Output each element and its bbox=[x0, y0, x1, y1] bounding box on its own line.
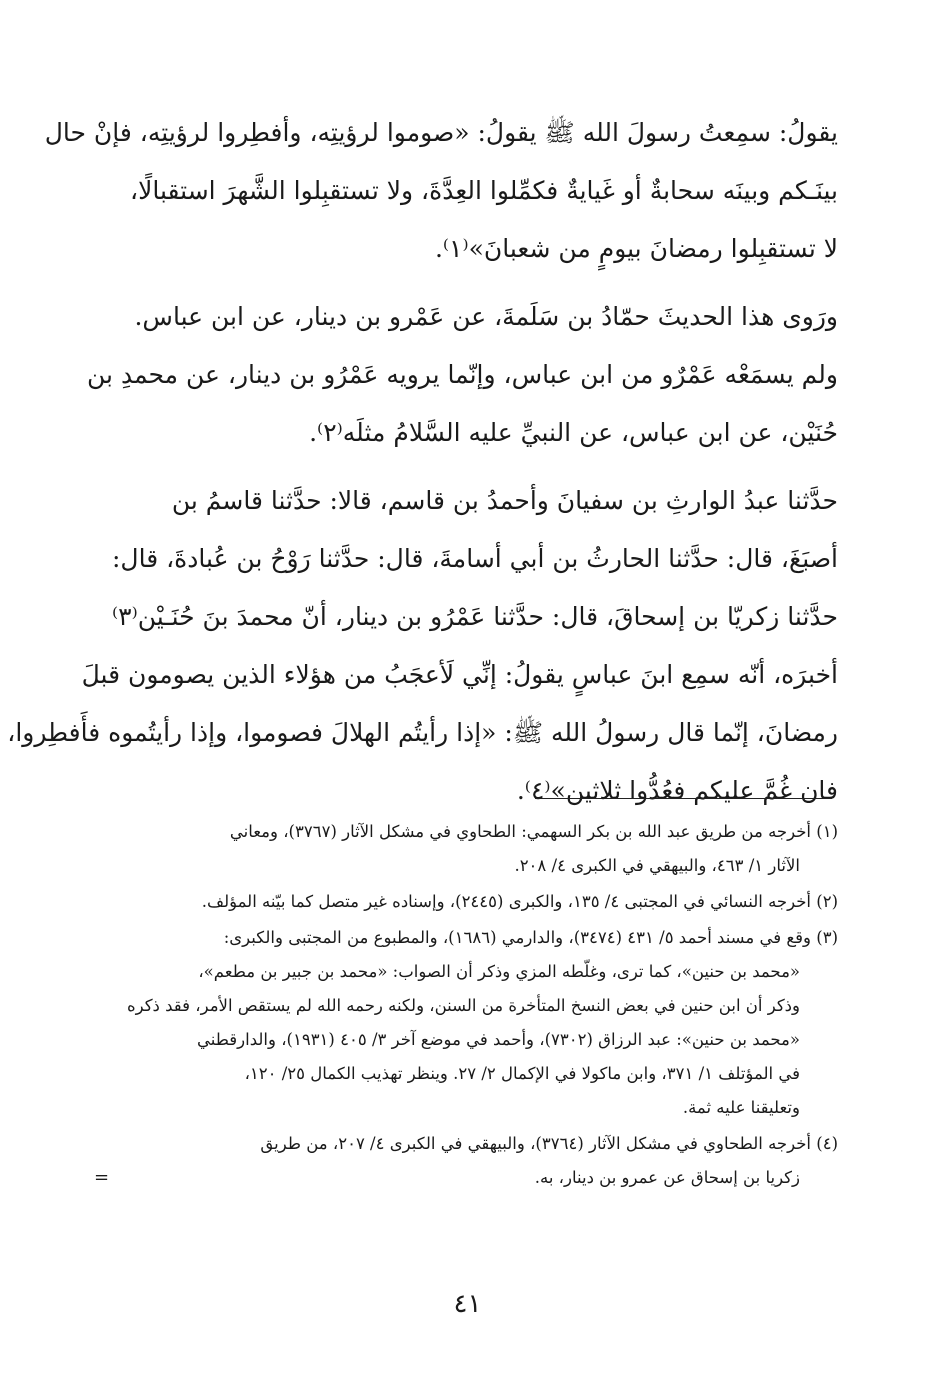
text-line: بينَـكم وبينَه سحابةٌ أو غَيايةٌ فكمِّلوا العِدَّةَ، ولا تستقبِلوا الشَّهرَ استقبالًا، bbox=[130, 176, 838, 205]
footnote-last-row bbox=[94, 1161, 838, 1195]
page-number: ٤١ bbox=[453, 1289, 482, 1319]
footnote-line: وتعليقنا عليه ثمة. bbox=[682, 1098, 800, 1117]
paragraph-2 bbox=[87, 288, 838, 462]
footnote-line: زكريا بن إسحاق عن عمرو بن دينار، به. bbox=[534, 1168, 800, 1187]
main-text bbox=[7, 104, 838, 820]
footnote-2 bbox=[98, 885, 838, 919]
text-line: أخبرَه، أنّه سمِع ابنَ عباسٍ يقولُ: إنِّي لَأعجَبُ من هؤلاء الذين يصومون قبلَ bbox=[81, 660, 838, 689]
footnote-line: «محمد بن حنين»، كما ترى، وغلّطه المزي وذكر أن الصواب: «محمد بن جبير بن مطعم»، bbox=[198, 962, 800, 981]
footnote-line: (٣) وقع في مسند أحمد ٥/ ٤٣١ (٣٤٧٤)، والدارمي (١٦٨٦)، والمطبوع من المجتبى والكبرى: bbox=[223, 928, 838, 947]
paragraph-1 bbox=[44, 104, 838, 278]
footnote-line: (٤) أخرجه الطحاوي في مشكل الآثار (٣٧٦٤)، والبيهقي في الكبرى ٤/ ٢٠٧، من طريق bbox=[260, 1134, 838, 1153]
footnotes bbox=[94, 815, 838, 1197]
footnote-line: (٢) أخرجه النسائي في المجتبى ٤/ ١٣٥، والكبرى (٢٤٤٥)، وإسناده غير متصل كما بيّنه المؤلف. bbox=[201, 892, 838, 911]
footnote-4 bbox=[94, 1127, 838, 1195]
text-line: حُنَيْن، عن ابن عباس، عن النبيِّ عليه السَّلامُ مثلَه⁽٢⁾. bbox=[309, 418, 838, 447]
footnote-3 bbox=[98, 921, 838, 1125]
text-line: فان غُمَّ عليكم فعُدُّوا ثلاثين»⁽٤⁾. bbox=[516, 776, 838, 805]
footnote-line: الآثار ١/ ٤٦٣، والبيهقي في الكبرى ٤/ ٢٠٨. bbox=[514, 856, 800, 875]
footnote-line: (١) أخرجه من طريق عبد الله بن بكر السهمي: الطحاوي في مشكل الآثار (٣٧٦٧)، ومعاني bbox=[229, 822, 838, 841]
text-line: حدَّثنا عبدُ الوارثِ بن سفيانَ وأحمدُ بن قاسم، قالا: حدَّثنا قاسمُ بن bbox=[171, 486, 838, 515]
continuation-mark: = bbox=[94, 1167, 110, 1188]
text-line: أصبَغَ، قال: حدَّثنا الحارثُ بن أبي أسامةَ، قال: حدَّثنا رَوْحُ بن عُبادةَ، قال: bbox=[112, 544, 838, 573]
footnote-line: «محمد بن حنين»: عبد الرزاق (٧٣٠٢)، وأحمد في موضع آخر ٣/ ٤٠٥ (١٩٣١)، والدارقطني bbox=[197, 1030, 800, 1049]
text-line: يقولُ: سمِعتُ رسولَ الله ﷺ يقولُ: «صوموا لرؤيتِه، وأفطِروا لرؤيتِه، فإنْ حال bbox=[44, 118, 838, 147]
text-line: لا تستقبِلوا رمضانَ بيومٍ من شعبانَ»⁽١⁾. bbox=[434, 234, 838, 263]
footnote-line: وذكر أن ابن حنين في بعض النسخ المتأخرة من السنن، ولكنه رحمه الله لم يستقص الأمر، فقد ذكره bbox=[126, 996, 800, 1015]
footnote-divider bbox=[535, 798, 832, 799]
footnote-line: في المؤتلف ١/ ٣٧١، وابن ماكولا في الإكمال ٢/ ٢٧. وينظر تهذيب الكمال ٢٥/ ١٢٠، bbox=[244, 1064, 800, 1083]
page-body bbox=[7, 104, 838, 830]
text-line: ورَوى هذا الحديثَ حمّادُ بن سَلَمةَ، عن عَمْرو بن دينار، عن ابن عباس. bbox=[134, 302, 838, 331]
footnote-1 bbox=[98, 815, 838, 883]
text-line: رمضانَ، إنّما قال رسولُ الله ﷺ: «إذا رأيتُم الهلالَ فصوموا، وإذا رأيتُموه فأَفطِروا، bbox=[7, 718, 838, 747]
text-line: ولم يسمَعْه عَمْرٌو من ابن عباس، وإنّما يرويه عَمْرُو بن دينار، عن محمدِ بن bbox=[87, 360, 838, 389]
text-line: حدَّثنا زكريّا بن إسحاقَ، قال: حدَّثنا عَمْرُو بن دينار، أنّ محمدَ بنَ حُنَـيْن⁽٣⁾ bbox=[112, 602, 838, 631]
paragraph-3 bbox=[7, 472, 838, 820]
